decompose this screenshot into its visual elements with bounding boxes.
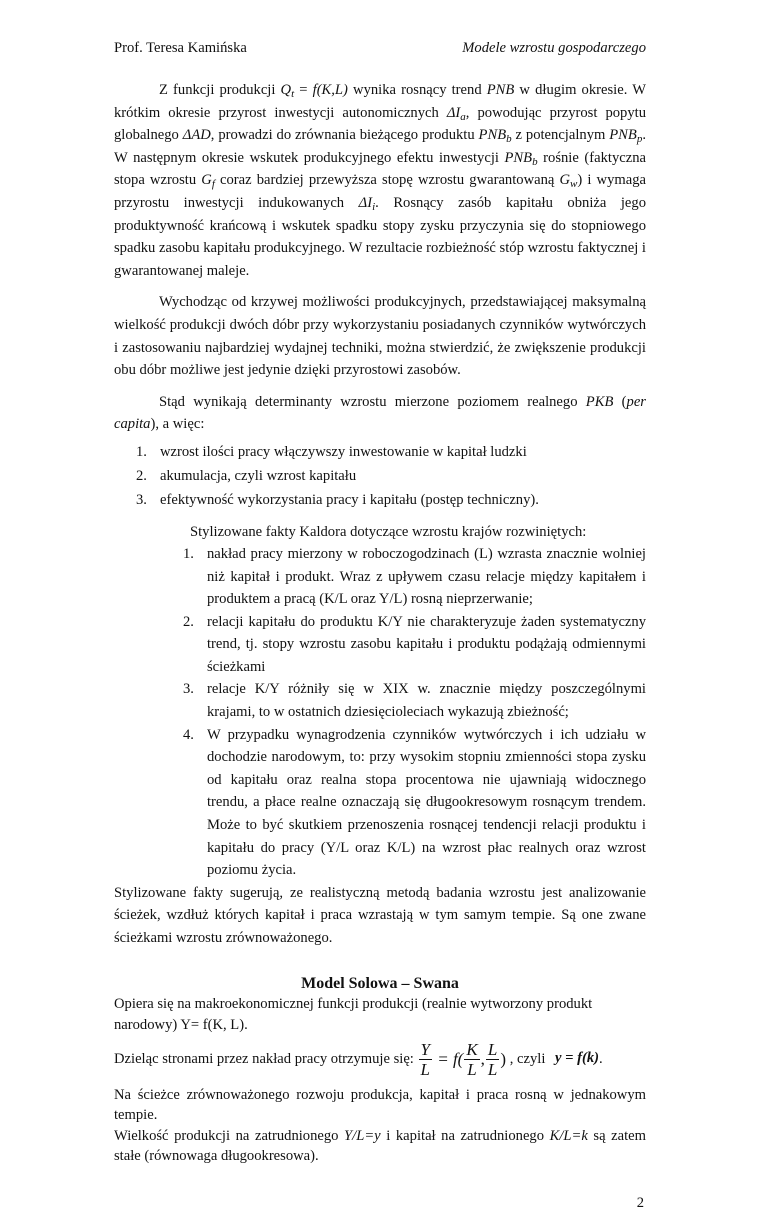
text-segment: b xyxy=(506,133,512,146)
text-segment: w długim okresie. W krótkim okresie przyrost inwestycji autonomicznych xyxy=(114,82,646,121)
list-item xyxy=(183,543,646,611)
close-paren: ) xyxy=(500,1049,507,1069)
numerator: K xyxy=(466,1039,478,1059)
text-segment: Z funkcji produkcji xyxy=(159,82,281,98)
text-segment: wynika rosnący trend xyxy=(347,82,487,98)
text: ), a więc: xyxy=(150,416,205,433)
text: Wielkość produkcji na zatrudnionego xyxy=(114,1127,345,1144)
text: K/L=k xyxy=(549,1127,588,1144)
text-segment: t xyxy=(291,88,295,100)
list-item xyxy=(136,488,646,512)
text: . xyxy=(599,1050,603,1067)
item-number: 3. xyxy=(183,681,194,698)
text-segment: , prowadzi do zrównania bieżącego produktu xyxy=(210,127,479,144)
text: i kapitał na zatrudnionego xyxy=(380,1127,550,1144)
paragraph-per-worker xyxy=(114,1040,646,1079)
item-number: 2. xyxy=(136,467,147,484)
text-segment: z potencjalnym xyxy=(511,127,610,144)
fraction-l-l xyxy=(486,1040,499,1079)
section-title: Model Solowa – Swana xyxy=(301,974,459,992)
text: per capita xyxy=(114,393,646,433)
equals-f: = f( xyxy=(432,1049,464,1069)
fraction-y-l xyxy=(419,1040,432,1079)
document-page xyxy=(114,0,646,1213)
text-segment: f(K,L) xyxy=(312,82,348,98)
text-segment: f xyxy=(211,178,215,191)
text-segment: PNB xyxy=(486,82,515,98)
item-number: 1. xyxy=(183,545,194,562)
numerator: L xyxy=(487,1039,498,1059)
text: Y/L=y xyxy=(344,1127,381,1144)
item-number: 1. xyxy=(136,443,147,460)
text-segment: , powodując przyrost popytu globalnego xyxy=(114,104,646,144)
paragraph-balanced-growth xyxy=(114,1085,646,1167)
text: PKB xyxy=(585,393,614,410)
paragraph-production-possibilities: Wychodząc od krzywej możliwości produkcyjnych, przedstawiającej maksymalną wielkość produkcji dwóch dóbr przy wykorzystaniu posiadanych czynników wytwórczych i zastosowaniu najbardziej wydajnej techniki, można stwierdzić, że zwiększenie produkcji obu dóbr możliwe jest jedynie dzięki przyrostowi zasobów. xyxy=(114,294,646,379)
text-segment: i xyxy=(372,200,376,213)
text: Dzieląc stronami przez nakład pracy otrzymuje się: xyxy=(114,1050,418,1067)
text-segment: rośnie (faktyczna stopa wzrostu xyxy=(114,149,646,189)
item-text: efektywność wykorzystania pracy i kapitału (postęp techniczny). xyxy=(160,491,539,508)
text-segment: Q xyxy=(280,82,292,98)
text-segment: . Rosnący zasób kapitału obniża jego produktywność krańcową i wskutek spadku stopy zysku przyczynia się do stopniowego spadku zasobu kapitału produkcyjnego. W rezultacie rozbieżność stóp wzrostu faktycznej i gwarantowanej maleje. xyxy=(114,194,646,279)
text-segment: a xyxy=(460,110,466,123)
page-header xyxy=(114,38,646,58)
text-segment: . W następnym okresie wskutek produkcyjnego efektu inwestycji xyxy=(114,127,646,166)
paragraph-production-function xyxy=(114,79,646,282)
item-text: akumulacja, czyli wzrost kapitału xyxy=(160,467,357,484)
text-segment: G xyxy=(559,172,571,189)
paragraph-solow-intro: Opiera się na makroekonomicznej funkcji produkcji (realnie wytworzony produkt narodowy) Y= f(K, L). xyxy=(114,995,593,1033)
text-segment: coraz bardziej przewyższa stopę wzrostu gwarantowaną xyxy=(214,172,560,189)
formula: y = f(k) xyxy=(555,1050,599,1067)
paragraph-stylized-facts: Stylizowane fakty sugerują, ze realistyczną metodą badania wzrostu jest analizowanie ścieżek, wzdłuż których kapitał i praca wzrastają w tym samym tempie. Są one zwane ścieżkami wzrostu zrównoważonego. xyxy=(114,884,646,946)
text: , czyli xyxy=(506,1050,550,1067)
header-title: Modele wzrostu gospodarczego xyxy=(462,40,646,56)
header-author: Prof. Teresa Kamińska xyxy=(114,40,247,56)
text: Stąd wynikają determinanty wzrostu mierzone poziomem realnego xyxy=(159,393,586,410)
item-number: 3. xyxy=(136,491,147,508)
text-segment: PNB xyxy=(478,127,507,144)
text-segment: ΔI xyxy=(358,194,373,211)
text: ( xyxy=(613,393,627,410)
fraction-k-l xyxy=(464,1040,479,1079)
list-item xyxy=(136,440,646,464)
text: Na ścieżce zrównoważonego rozwoju produkcja, kapitał i praca rosną w jednakowym tempie. xyxy=(114,1086,646,1124)
denominator: L xyxy=(487,1059,498,1079)
determinants-list xyxy=(136,440,646,512)
text-segment: = xyxy=(294,82,313,98)
text-segment: PNB xyxy=(609,127,637,144)
text-segment: w xyxy=(570,178,578,191)
text-segment: ΔI xyxy=(446,104,461,121)
text-segment: ΔAD xyxy=(182,127,211,144)
kaldor-list xyxy=(183,543,646,882)
text: są zatem stałe (równowaga długookresowa). xyxy=(114,1127,647,1165)
list-item xyxy=(183,678,646,723)
item-text: relacje K/Y różniły się w XIX w. znacznie między poszczególnymi krajami, to w ostatnich dziesięcioleciach wykazują zbieżność; xyxy=(207,681,646,721)
text-segment: b xyxy=(532,155,538,168)
denominator: L xyxy=(467,1059,477,1079)
item-number: 4. xyxy=(183,726,194,743)
text-segment: G xyxy=(201,172,212,189)
item-text: W przypadku wynagrodzenia czynników wytwórczych i ich udziału w dochodzie narodowym, to: przy wysokim stopniu zmienności stopa zysku od kapitału oraz realna stopa procentowa nie ujawniają widocznego trendu, a płace realne oznaczają się długookresowym rosnącym trendem. Może to być skutkiem przenoszenia rosnącej tendencji relacji produktu i kapitału do pracy (Y/L oraz K/L) na wzrost płac realnych oraz wzrost poziomu życia. xyxy=(207,726,646,879)
comma: , xyxy=(480,1049,485,1069)
kaldor-intro: Stylizowane fakty Kaldora dotyczące wzrostu krajów rozwiniętych: xyxy=(190,523,587,540)
numerator: Y xyxy=(420,1039,430,1059)
list-item xyxy=(183,611,646,679)
item-number: 2. xyxy=(183,613,194,630)
item-text: relacji kapitału do produktu K/Y nie charakteryzuje żaden systematyczny trend, tj. stopy wzrostu zasobu kapitału i produktu podążają odmiennymi ścieżkami xyxy=(207,613,646,675)
list-item xyxy=(136,464,646,488)
denominator: L xyxy=(420,1059,430,1079)
text-segment: ) i wymaga przyrostu inwestycji indukowanych xyxy=(114,172,646,211)
page-number: 2 xyxy=(636,1194,644,1211)
list-item xyxy=(183,724,646,882)
item-text: wzrost ilości pracy włączywszy inwestowanie w kapitał ludzki xyxy=(160,443,527,460)
text-segment: p xyxy=(636,133,643,146)
item-text: nakład pracy mierzony w roboczogodzinach (L) wzrasta znacznie wolniej niż kapitał i produkt. Wraz z upływem czasu relacje między kapitałem i produktem a pracą (K/L oraz Y/L) rosną nieprzerwanie; xyxy=(207,545,646,608)
paragraph-determinants-intro xyxy=(114,391,646,436)
text-segment: PNB xyxy=(504,149,533,166)
